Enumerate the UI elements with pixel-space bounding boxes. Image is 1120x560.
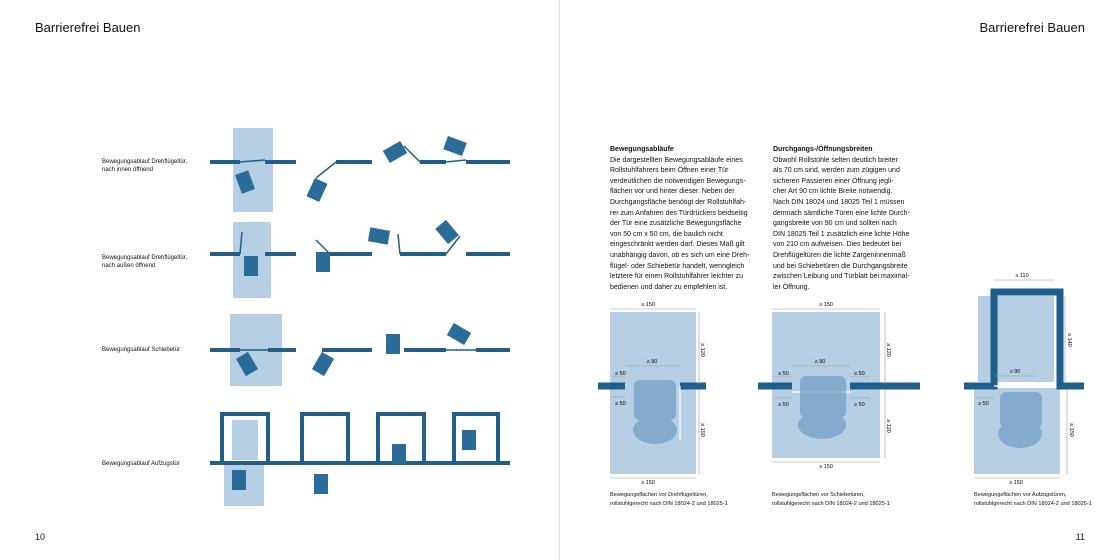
dim-clear-width: ≥ 90 [814,359,826,365]
plan-swing-door [598,302,706,486]
column-heading: Bewegungsabläufe [610,146,674,153]
dim-side-left-bottom: ≥ 50 [778,402,789,408]
right-page [560,0,1120,560]
dim-depth-bottom: ≥ 150 [699,423,705,437]
column-body: Die dargestellten Bewegungsabläufe eines Rollstuhlfahrers beim Öffnen einer Tür verdeutlichen die notwendigen Bewegungs- flächen vor und hinter dieser. Neben der Durchgangsfläche benötigt der Rollstuhlfah- rer zum Anfahren des Türdrückers beidseitig der Tür eine zusätzliche Bewegungsfläche von 50 cm x 50 cm, die baulich nicht eingeschränkt werden darf. Dieses Maß gilt unabhängig davon, ob es sich um eine Dreh- flügel- oder Schiebetür handelt, wenngleich letztere für einen Rollstuhlfahrer leichter zu bedienen und daher zu empfehlen ist. [610,156,750,291]
clearance-plans [560,0,1120,560]
row-label-sliding [102,346,212,354]
row-sliding-door [210,314,510,386]
dim-side-bottom: ≥ 50 [615,401,626,407]
row-elevator-door [210,414,510,506]
row-label-line: Bewegungsablauf Schiebetür [102,347,181,353]
row-label-line: Bewegungsablauf Aufzugstür [102,461,180,467]
dim-side-top: ≥ 50 [615,371,626,377]
row-label-line: nach innen öffnend [102,167,153,173]
dim-width-bottom: ≥ 150 [819,464,833,470]
dim-width-top: ≥ 150 [819,302,833,308]
dim-width-bottom: ≥ 150 [641,480,655,486]
page-number-left: 10 [35,532,46,542]
running-header-right: Barrierefrei Bauen [979,20,1085,35]
row-label-elevator [102,460,212,468]
running-header-left: Barrierefrei Bauen [35,20,141,35]
dim-clear-width: ≥ 90 [646,359,658,365]
dim-side-right-top: ≥ 50 [854,371,865,377]
row-swing-door-inward [210,128,510,212]
dim-cabin-depth: ≥ 140 [1066,333,1072,347]
caption-elevator-door: Bewegungsflächen vor Aufzugstüren, rollstuhlgerecht nach DIN 18024-2 und 18025-1 [974,492,1092,507]
plan-sliding-door [758,302,920,470]
dim-depth: ≥ 150 [1068,423,1074,437]
row-swing-door-outward [210,220,510,298]
row-label-line: Bewegungsablauf Drehflügeltür, [102,159,188,165]
caption-sliding-door: Bewegungsflächen vor Schiebetüren, rollstuhlgerecht nach DIN 18024-2 und 18025-1 [772,492,890,507]
page-number-right: 11 [1075,532,1085,542]
row-label-line: Bewegungsablauf Drehflügeltür, [102,255,188,261]
row-label-swing-inward [102,158,212,174]
column-body: Obwohl Rollstühle selten deutlich breiter als 70 cm sind, werden zum zügigen und sicheren Passieren einer Öffnung jegli- cher Art 90 cm lichte Breite notwendig. Nach DIN 18024 und 18025 Teil 1 müssen demnach sämtliche Türen eine lichte Durch- gangsbreite von 90 cm und sollten nach DIN 18025 Teil 1 zusätzlich eine lichte Höhe von 210 cm aufweisen. Dies bedeutet bei Drehflügeltüren die lichte Zargeninnenmaß und bei Schiebetüren die Durchgangsbreite zwischen Leibung und Türblatt bei maximal- ler Öffnung. [773,156,910,291]
dim-side: ≥ 50 [978,401,989,407]
dim-width-top: ≥ 150 [641,302,655,308]
dim-depth-top: ≥ 120 [885,343,891,357]
dim-cabin-width: ≥ 110 [1015,273,1029,279]
dim-side-right-bottom: ≥ 50 [854,402,865,408]
caption-swing-door: Bewegungsflächen vor Drehflügeltüren, rollstuhlgerecht nach DIN 18024-2 und 18025-1 [610,492,728,507]
dim-width-bottom: ≥ 150 [1009,480,1023,486]
plan-elevator-door [964,273,1084,486]
dim-clear-width: ≥ 90 [1009,369,1021,375]
dim-depth-top: ≥ 120 [699,343,705,357]
column-heading: Durchgangs-/Öffnungsbreiten [773,146,873,153]
dim-depth-bottom: ≥ 120 [885,419,891,433]
row-label-swing-outward [102,254,212,270]
dim-side-left-top: ≥ 50 [778,371,789,377]
row-label-line: nach außen öffnend [102,263,156,269]
